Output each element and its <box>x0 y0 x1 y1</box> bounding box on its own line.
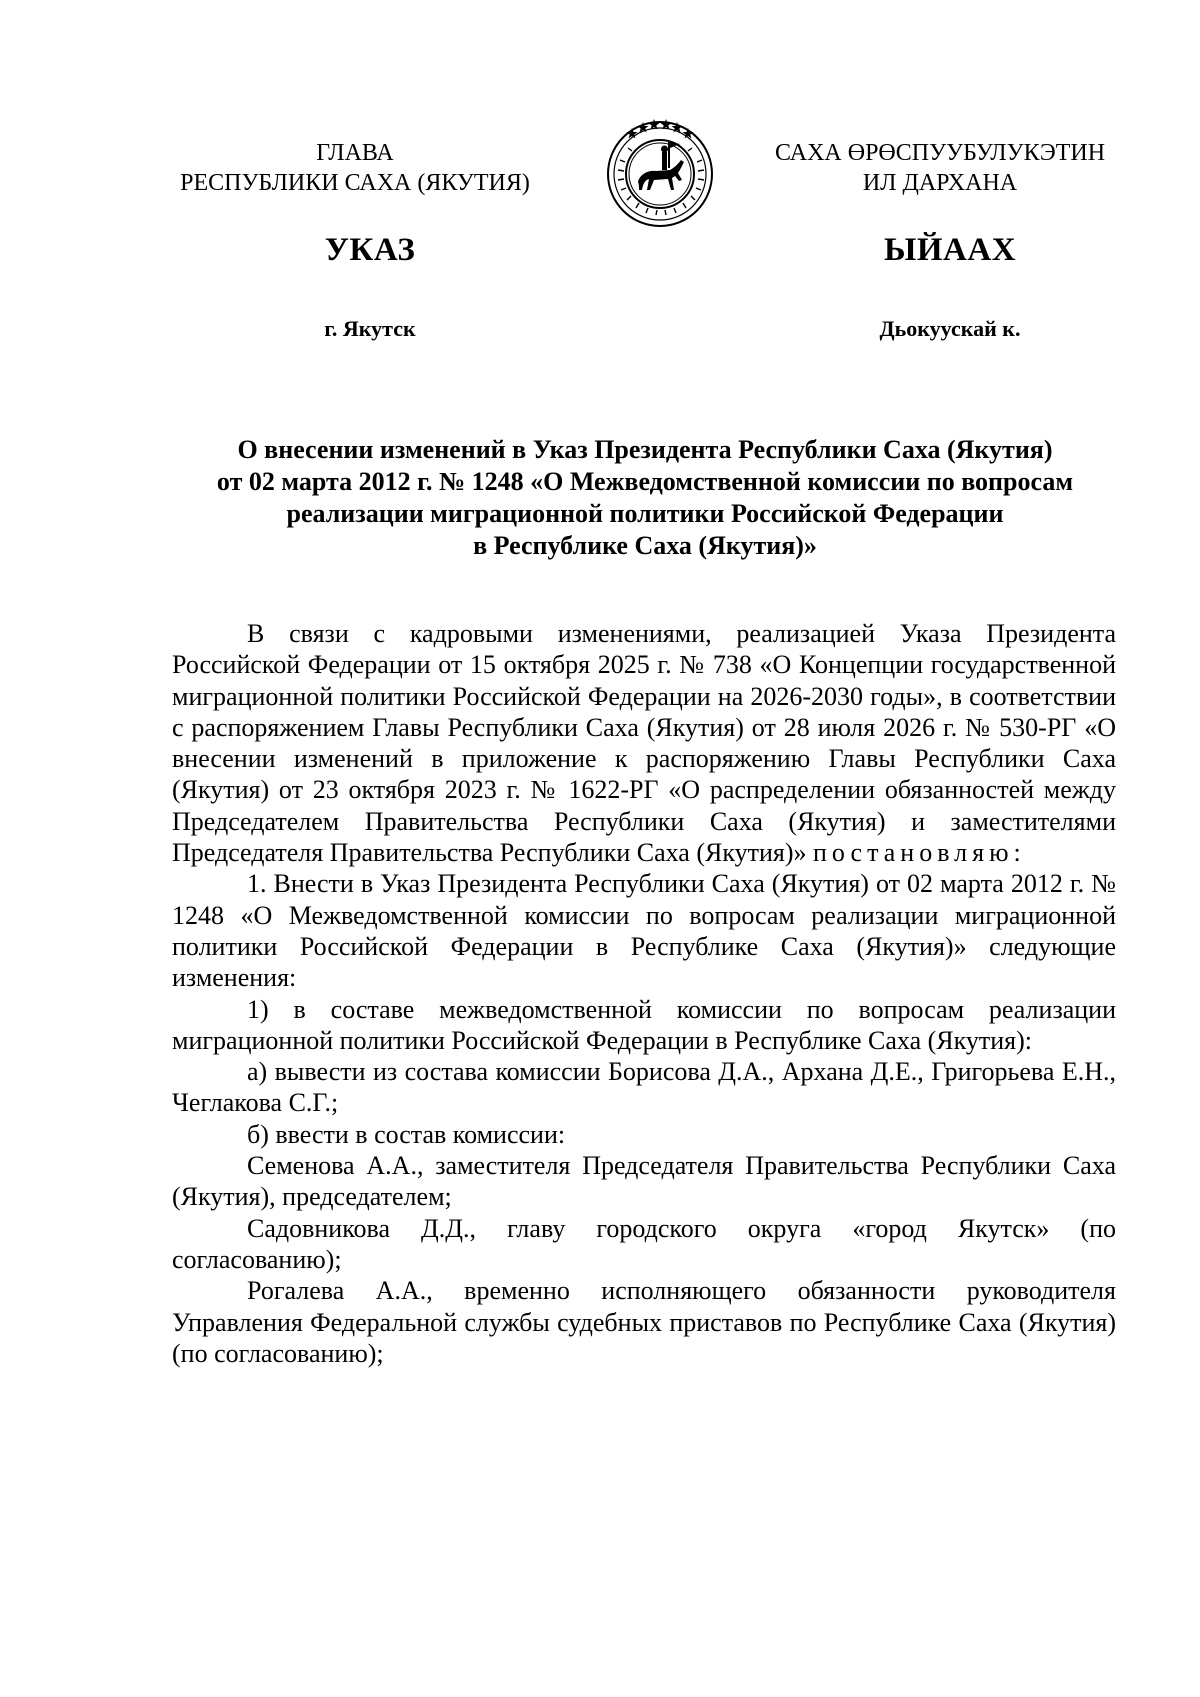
subitem-b-paragraph: б) ввести в состав комиссии: <box>247 1119 566 1149</box>
member-2-paragraph: Садовникова Д.Д., главу городского округа «город Якутск» (по согласованию); <box>172 1213 1116 1274</box>
city-left: г. Якутск <box>324 316 416 341</box>
coat-of-arms-emblem <box>598 108 722 232</box>
header-right-line-1: САХА ӨРӨСПУУБУЛУКЭТИН <box>774 140 1106 166</box>
emblem-icon <box>598 108 722 232</box>
header-left-line-1: ГЛАВА <box>316 140 394 166</box>
doc-type-right: ЫЙААХ <box>883 232 1017 268</box>
member-3-paragraph: Рогалева А.А., временно исполняющего обязанности руководителя Управления Федеральной службы судебных приставов по Республике Саха (Якутия) (по согласованию); <box>172 1276 1116 1368</box>
member-1-paragraph: Семенова А.А., заместителя Председателя Правительства Республики Саха (Якутия), председателем; <box>172 1151 1116 1212</box>
doc-type-left: УКАЗ <box>324 232 416 268</box>
title-line-2: от 02 марта 2012 г. № 1248 «О Межведомственной комиссии по вопросам <box>216 467 1074 496</box>
header-left <box>150 138 560 198</box>
document-body <box>172 618 1116 1369</box>
title-line-1: О внесении изменений в Указ Президента Республики Саха (Якутия) <box>237 435 1053 464</box>
header-right <box>760 138 1120 198</box>
title-line-3: реализации миграционной политики Российской Федерации <box>286 499 1004 528</box>
city-right: Дьокуускай к. <box>879 316 1021 341</box>
title-line-4: в Республике Саха (Якутия)» <box>473 531 817 560</box>
decree-word: постановляю: <box>812 838 1026 868</box>
item-1-paragraph: 1. Внести в Указ Президента Республики Саха (Якутия) от 02 марта 2012 г. № 1248 «О Межведомственной комиссии по вопросам реализации миграционной политики Российской Федерации в Республике Саха (Якутия)» следующие изменения: <box>172 869 1116 993</box>
preamble-paragraph <box>172 618 1116 868</box>
header-left-line-2: РЕСПУБЛИКИ САХА (ЯКУТИЯ) <box>180 170 530 196</box>
subitem-a-paragraph: а) вывести из состава комиссии Борисова Д.А., Архана Д.Е., Григорьева Е.Н., Чеглакова С.Г.; <box>172 1057 1116 1118</box>
document-title <box>150 434 1140 562</box>
subitem-1-paragraph: 1) в составе межведомственной комиссии по вопросам реализации миграционной политики Российской Федерации в Республике Саха (Якутия): <box>172 994 1116 1055</box>
preamble-text: В связи с кадровыми изменениями, реализацией Указа Президента Российской Федерации от 15 октября 2025 г. № 738 «О Концепции государственной миграционной политики Российской Федерации на 2026-2030 годы», в соответствии с распоряжением Главы Республики Саха (Якутия) от 28 июля 2026 г. № 530-РГ «О внесении изменений в приложение к распоряжению Главы Республики Саха (Якутия) от 23 октября 2023 г. № 1622-РГ «О распределении обязанностей между Председателем Правительства Республики Саха (Якутия) и заместителями Председателя Правительства Республики Саха (Якутия)» <box>172 619 1116 868</box>
header-right-line-2: ИЛ ДАРХАНА <box>862 170 1018 196</box>
